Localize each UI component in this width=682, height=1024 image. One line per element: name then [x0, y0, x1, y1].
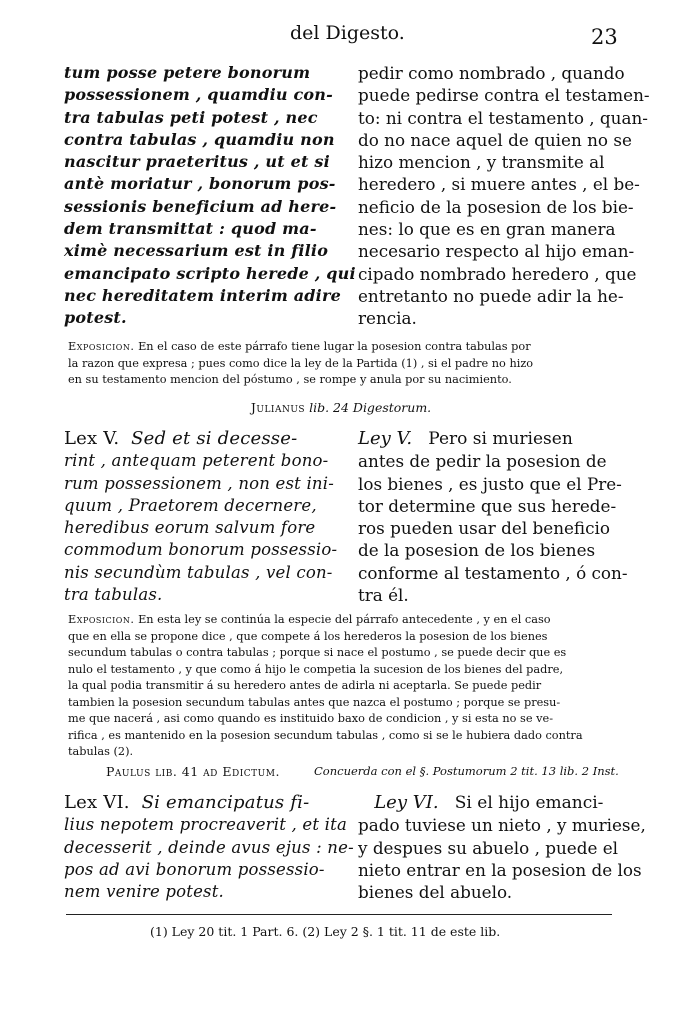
spanish-line: nes: lo que es en gran manera — [358, 219, 616, 240]
exposition-line: la razon que expresa ; pues como dice la ley de la Partida (1) , si el padre no hizo — [68, 356, 534, 370]
latin-line: possessionem , quamdiu con- — [64, 85, 333, 105]
spanish-line: los bienes , es justo que el Pre- — [358, 473, 622, 494]
source-author: Paulus lib. 41 ad Edictum. — [106, 764, 280, 779]
spanish-line: do no nace aquel de quien no se — [358, 129, 632, 150]
latin-line: Si emancipatus fi- — [141, 792, 310, 813]
latin-line: tum posse petere bonorum — [64, 63, 311, 82]
spanish-line: y despues su abuelo , puede el — [358, 837, 619, 858]
spanish-line: pado tuviese un nieto , y muriese, — [358, 815, 646, 836]
footnote-rule — [66, 914, 612, 915]
spanish-line: conforme al testamento , ó con- — [358, 562, 628, 583]
latin-column — [64, 792, 354, 903]
latin-line: nis secundùm tabulas , vel con- — [64, 562, 333, 582]
exposition-line: rifica , es mantenido en la posesion secundum tabulas , como si se le hubiera dado contra — [68, 728, 583, 742]
exposition-line: secundum tabulas o contra tabulas ; porque si nace el postumo , se puede decir que es — [68, 646, 567, 659]
latin-line: dem transmittat : quod ma- — [64, 219, 317, 239]
latin-line: tra tabulas. — [64, 585, 163, 605]
latin-line: potest. — [64, 308, 127, 328]
latin-line: rint , antequam peterent bono- — [64, 451, 329, 471]
latin-line: Sed et si decesse- — [131, 428, 298, 449]
latin-line: pos ad avi bonorum possessio- — [64, 859, 325, 879]
spanish-line: Si el hijo emanci- — [454, 793, 604, 813]
latin-line: lius nepotem procreaverit , et ita — [64, 815, 347, 835]
spanish-line: antes de pedir la posesion de — [358, 451, 607, 472]
ley-label: Ley V. — [358, 428, 413, 449]
latin-line: rum possessionem , non est ini- — [64, 473, 335, 493]
block-2 — [64, 428, 628, 606]
running-title: del Digesto. — [290, 22, 405, 44]
spanish-line: cipado nombrado heredero , que — [358, 263, 637, 284]
block-1 — [64, 62, 650, 330]
spanish-line: ros pueden usar del beneficio — [358, 518, 610, 539]
source-work: lib. 24 Digestorum. — [309, 400, 432, 415]
latin-line: ximè necessarium est in filio — [64, 241, 329, 261]
exposition-line: la qual podia transmitir á su heredero antes de adirla ni aceptarla. Se puede pedir — [68, 679, 542, 692]
latin-line: nascitur praeteritus , ut et si — [64, 152, 330, 172]
spanish-line: bienes del abuelo. — [358, 882, 513, 903]
spanish-column — [358, 792, 646, 903]
footnotes: (1) Ley 20 tit. 1 Part. 6. (2) Ley 2 §. 1 tit. 11 de este lib. — [150, 924, 501, 939]
spanish-line: to: ni contra el testamento , quan- — [358, 107, 648, 128]
spanish-line: heredero , si muere antes , el be- — [358, 174, 640, 195]
exposition-line: me que nacerá , asi como quando es instituido baxo de condicion , y si esta no se ve- — [68, 712, 554, 725]
block-3 — [64, 792, 646, 903]
latin-line: emancipato scripto herede , qui — [64, 263, 356, 283]
exposition-label: Exposicion. — [68, 340, 135, 353]
ley-label: Ley VI. — [374, 792, 439, 813]
latin-line: heredibus eorum salvum fore — [64, 518, 316, 538]
spanish-line: rencia. — [358, 308, 417, 329]
exposition-2 — [68, 612, 620, 761]
latin-line: commodum bonorum possessio- — [64, 540, 338, 560]
latin-line: sessionis beneficium ad here- — [64, 196, 337, 216]
spanish-column — [358, 62, 650, 330]
exposition-1 — [68, 339, 620, 389]
concordance-note: Concuerda con el §. Postumorum 2 tit. 13 lib. 2 Inst. — [314, 764, 619, 778]
exposition-line: nulo el testamento , y que como á hijo le competia la sucesion de los bienes del padre, — [68, 662, 564, 676]
latin-column — [64, 428, 338, 606]
exposition-line: en su testamento mencion del póstumo , se rompe y anula por su nacimiento. — [68, 373, 512, 386]
latin-line: contra tabulas , quamdiu non — [64, 129, 335, 149]
spanish-line: tra él. — [358, 585, 409, 606]
spanish-line: entretanto no puede adir la he- — [358, 285, 624, 306]
latin-column — [64, 62, 356, 330]
exposition-line: En el caso de este párrafo tiene lugar la posesion contra tabulas por — [138, 340, 531, 353]
spanish-line: Pero si muriesen — [428, 429, 573, 449]
running-head — [0, 22, 682, 50]
latin-line: quum , Praetorem decernere, — [64, 495, 317, 515]
source-citation-1 — [0, 400, 682, 415]
exposition-line: que en ella se propone dice , que compete á los herederos la posesion de los bienes — [68, 629, 548, 643]
spanish-line: nieto entrar en la posesion de los — [358, 859, 642, 880]
spanish-line: hizo mencion , y transmite al — [358, 152, 605, 173]
latin-line: decesserit , deinde avus ejus : ne- — [64, 837, 354, 857]
lex-label: Lex VI. — [64, 792, 130, 813]
exposition-line: En esta ley se continúa la especie del párrafo antecedente , y en el caso — [138, 613, 551, 626]
spanish-column — [358, 428, 628, 606]
spanish-line: necesario respecto al hijo eman- — [358, 241, 635, 262]
exposition-line: tabulas (2). — [68, 745, 134, 758]
latin-line: nem venire potest. — [64, 882, 225, 902]
latin-line: nec hereditatem interim adire — [64, 285, 341, 305]
spanish-line: puede pedirse contra el testamen- — [358, 85, 650, 106]
exposition-line: tambien la posesion secundum tabulas antes que nazca el postumo ; porque se presu- — [68, 695, 561, 709]
latin-line: tra tabulas peti potest , nec — [64, 107, 318, 127]
spanish-line: de la posesion de los bienes — [358, 540, 596, 561]
page-number: 23 — [591, 25, 618, 49]
exposition-label: Exposicion. — [68, 613, 135, 626]
latin-line: antè moriatur , bonorum pos- — [64, 174, 336, 194]
spanish-line: pedir como nombrado , quando — [358, 63, 625, 83]
lex-label: Lex V. — [64, 428, 120, 449]
spanish-line: tor determine que sus herede- — [358, 495, 617, 516]
source-author: Julianus — [250, 400, 306, 415]
spanish-line: neficio de la posesion de los bie- — [358, 196, 634, 217]
